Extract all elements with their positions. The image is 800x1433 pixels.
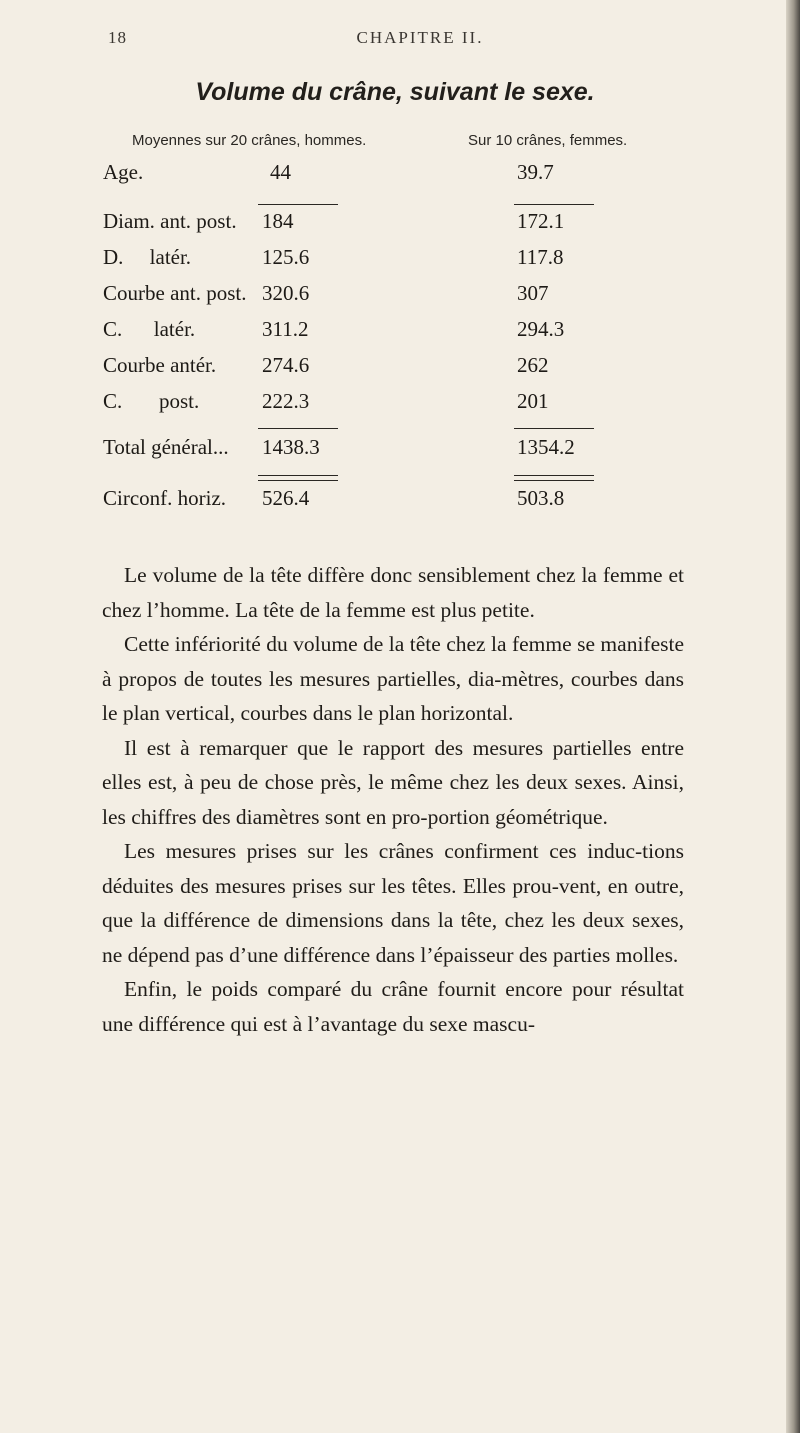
table-row bbox=[0, 281, 790, 309]
paragraph: Cette infériorité du volume de la tête chez la femme se manifeste à propos de toutes les mesures partielles, dia-mètres, courbes dans le plan vertical, courbes dans le plan horizontal. bbox=[102, 632, 684, 725]
table-title: Volume du crâne, suivant le sexe. bbox=[195, 78, 595, 106]
men-value: 274.6 bbox=[262, 353, 310, 377]
men-value: 320.6 bbox=[262, 281, 310, 305]
column-heading-women: Sur 10 crânes, femmes. bbox=[468, 132, 628, 149]
men-value: 44 bbox=[270, 160, 291, 184]
row-label: C. post. bbox=[103, 389, 200, 413]
table-row-total bbox=[0, 435, 790, 463]
row-label: Diam. ant. post. bbox=[103, 209, 237, 233]
running-head bbox=[0, 28, 790, 52]
column-rule bbox=[514, 204, 594, 205]
men-value: 1438.3 bbox=[262, 435, 320, 459]
table-row bbox=[0, 486, 790, 514]
women-value: 307 bbox=[517, 281, 549, 305]
table-row bbox=[0, 353, 790, 381]
row-label: Circonf. horiz. bbox=[103, 486, 227, 510]
women-value: 172.1 bbox=[517, 209, 565, 233]
measurements-table bbox=[0, 132, 790, 532]
men-value: 184 bbox=[262, 209, 294, 233]
total-double-rule bbox=[514, 475, 594, 481]
women-value: 262 bbox=[517, 353, 549, 377]
men-value: 526.4 bbox=[262, 486, 310, 510]
row-label: Courbe ant. post. bbox=[103, 281, 247, 305]
paragraph: Enfin, le poids comparé du crâne fournit encore pour résultat une différence qui est à l’avantage du sexe mascu- bbox=[102, 977, 684, 1036]
men-value: 125.6 bbox=[262, 245, 310, 269]
row-label: Age. bbox=[103, 160, 144, 184]
paragraph: Les mesures prises sur les crânes confirment ces induc-tions déduites des mesures prises sur les têtes. Elles prou-vent, en outre, que la différence de dimensions dans la tête, chez les deux sexes, ne dépend pas d’une différence dans l’épaisseur des parties molles. bbox=[102, 839, 684, 967]
total-double-rule bbox=[258, 475, 338, 481]
women-value: 503.8 bbox=[517, 486, 565, 510]
page-number: 18 bbox=[108, 28, 127, 47]
table-row bbox=[0, 389, 790, 417]
row-label: Total général... bbox=[103, 435, 229, 459]
chapter-heading: CHAPITRE II. bbox=[356, 28, 484, 47]
table-row bbox=[0, 317, 790, 345]
row-label: C. latér. bbox=[103, 317, 196, 341]
paragraph: Il est à remarquer que le rapport des mesures partielles entre elles est, à peu de chose près, le même chez les deux sexes. Ainsi, les chiffres des diamètres sont en pro-portion géométrique. bbox=[102, 735, 684, 829]
row-label: Courbe antér. bbox=[103, 353, 217, 377]
table-row bbox=[0, 245, 790, 273]
table-row bbox=[0, 160, 790, 188]
women-value: 1354.2 bbox=[517, 435, 575, 459]
column-heading-men: Moyennes sur 20 crânes, hommes. bbox=[132, 132, 367, 149]
table-row bbox=[0, 209, 790, 237]
sum-rule bbox=[258, 428, 338, 429]
body-text bbox=[102, 558, 684, 1041]
column-rule bbox=[258, 204, 338, 205]
sum-rule bbox=[514, 428, 594, 429]
men-value: 311.2 bbox=[262, 317, 309, 341]
row-label: D. latér. bbox=[103, 245, 192, 269]
women-value: 117.8 bbox=[517, 245, 564, 269]
women-value: 201 bbox=[517, 389, 549, 413]
women-value: 39.7 bbox=[517, 160, 554, 184]
men-value: 222.3 bbox=[262, 389, 310, 413]
paragraph: Le volume de la tête diffère donc sensiblement chez la femme et chez l’homme. La tête de la femme est plus petite. bbox=[102, 563, 684, 622]
women-value: 294.3 bbox=[517, 317, 565, 341]
